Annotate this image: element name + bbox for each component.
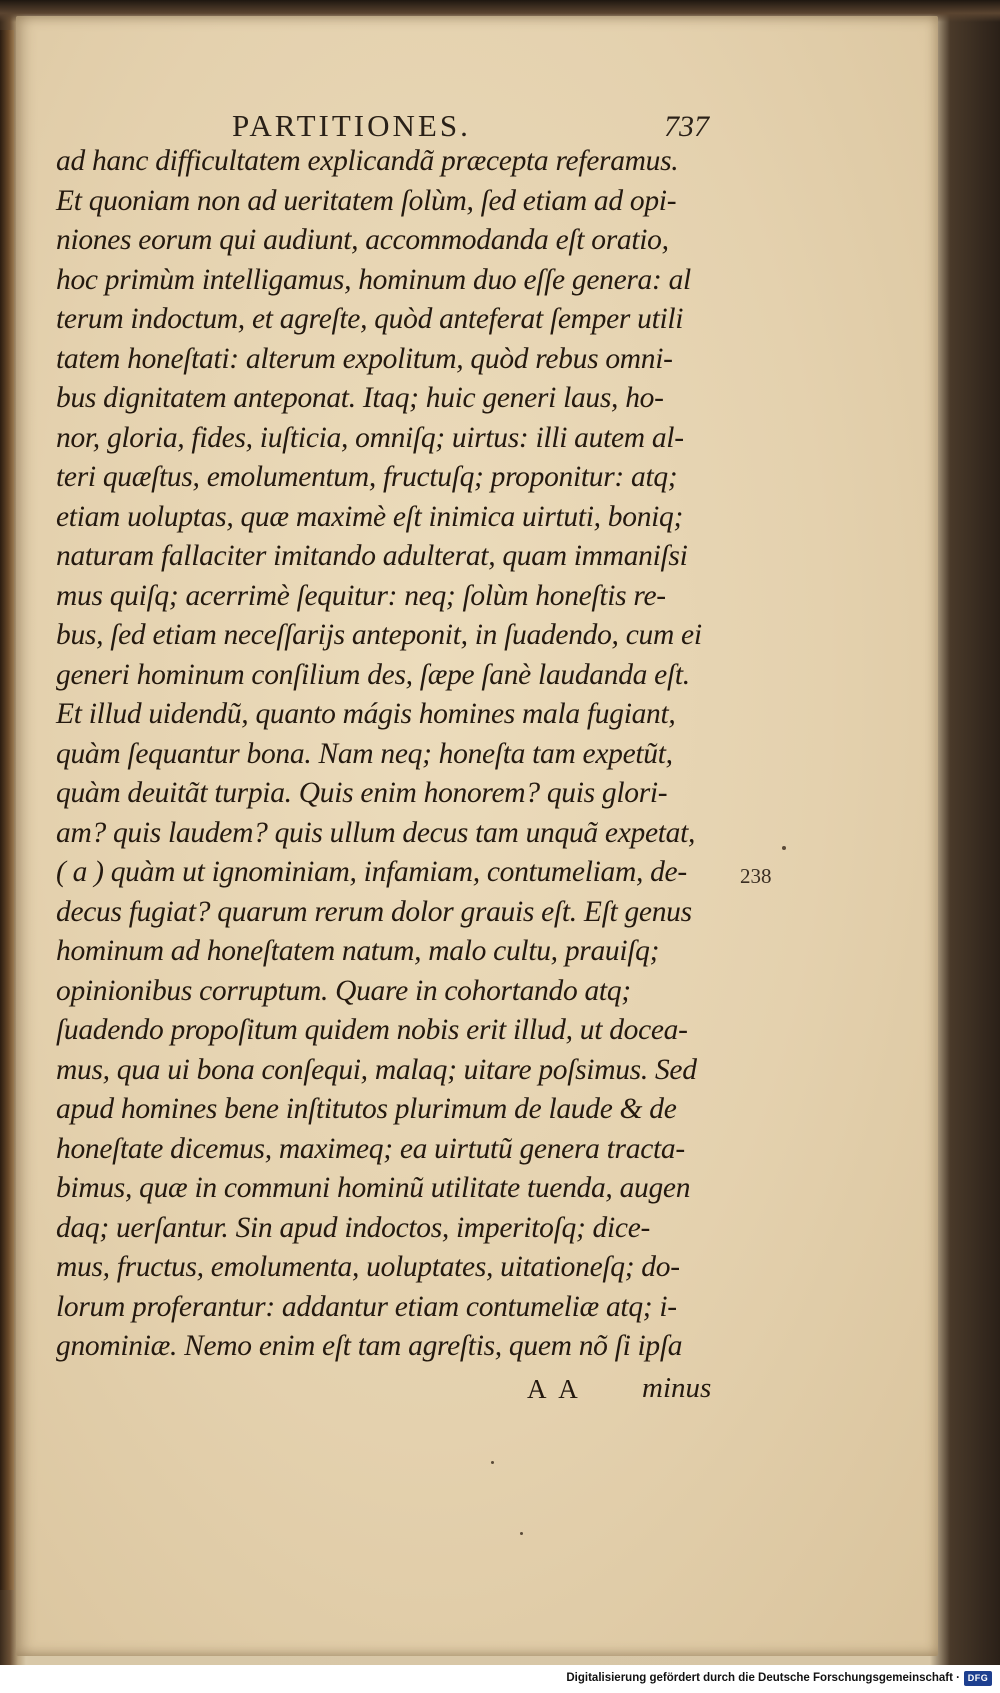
running-head: PARTITIONES.: [232, 108, 471, 143]
funding-credit: Digitalisierung gefördert durch die Deutsche Forschungsgemeinschaft ·: [566, 1672, 960, 1684]
catchword: minus: [642, 1372, 712, 1404]
text-line: teri quæſtus, emolumentum, fructuſq; proponitur: atq;: [56, 461, 678, 493]
text-line: generi hominum conſilium des, ſæpe ſanè laudanda eſt.: [56, 658, 690, 691]
text-line: Et quoniam non ad ueritatem ſolùm, ſed etiam ad opi-: [56, 184, 677, 217]
text-line: etiam uoluptas, quæ maximè eſt inimica uirtuti, boniq;: [56, 500, 684, 533]
dfg-logo-icon: DFG: [964, 1671, 992, 1686]
text-line: mus, qua ui bona conſequi, malaq; uitare poſsimus. Sed: [56, 1053, 697, 1086]
book-spine: [0, 30, 14, 1590]
text-line: tatem honeſtati: alterum expolitum, quòd rebus omni-: [56, 342, 673, 375]
text-line: quàm ſequantur bona. Nam neq; honeſta tam expetũt,: [56, 737, 673, 770]
text-line: ad hanc difficultatem explicandã præcepta referamus.: [56, 145, 679, 177]
text-line: naturam fallaciter imitando adulterat, quam immaniſsi: [56, 540, 688, 572]
body-text: [56, 142, 726, 1367]
text-line: lorum proferantur: addantur etiam contumeliæ atq; i-: [56, 1290, 677, 1323]
text-line: honeſtate dicemus, maximeq; ea uirtutũ genera tracta-: [56, 1132, 685, 1165]
text-line: apud homines bene inſtitutos plurimum de laude & de: [56, 1093, 677, 1125]
text-line: nor, gloria, fides, iuſticia, omniſq; uirtus: illi autem al-: [56, 421, 684, 454]
text-line: mus quiſq; acerrimè ſequitur: neq; ſolùm honeſtis re-: [56, 579, 666, 612]
text-line: bus dignitatem anteponat. Itaq; huic generi laus, ho-: [56, 382, 664, 414]
ink-speck: [782, 846, 786, 850]
text-line: hoc primùm intelligamus, hominum duo eſſe genera: al: [56, 263, 691, 296]
text-line: bimus, quæ in communi hominũ utilitate tuenda, augen: [56, 1172, 691, 1204]
margin-note: 238: [740, 864, 772, 888]
text-line: decus fugiat? quarum rerum dolor grauis eſt. Eſt genus: [56, 895, 692, 928]
text-line: opinionibus corruptum. Quare in cohortando atq;: [56, 974, 631, 1007]
text-line: am? quis laudem? quis ullum decus tam unquã expetat,: [56, 816, 696, 849]
ink-speck: [520, 1532, 523, 1535]
text-line: Et illud uidendũ, quanto mágis homines mala fugiant,: [56, 698, 676, 730]
page-number: 737: [664, 110, 709, 143]
text-line: ſuadendo propoſitum quidem nobis erit illud, ut docea-: [56, 1014, 688, 1046]
text-line: quàm deuitãt turpia. Quis enim honorem? quis glori-: [56, 777, 668, 809]
signature-mark: A A: [527, 1374, 582, 1404]
ink-speck: [491, 1461, 494, 1464]
text-line: mus, fructus, emolumenta, uoluptates, uitationeſq; do-: [56, 1251, 680, 1283]
text-line: hominum ad honeſtatem natum, malo cultu, prauiſq;: [56, 935, 660, 967]
text-line: ( a ) quàm ut ignominiam, infamiam, contumeliam, de-: [56, 856, 687, 888]
text-line: terum indoctum, et agreſte, quòd anteferat ſemper utili: [56, 303, 684, 335]
text-line: daq; uerſantur. Sin apud indoctos, imperitoſq; dice-: [56, 1211, 651, 1244]
text-line: gnominiæ. Nemo enim eſt tam agreſtis, quem nõ ſi ipſa: [56, 1330, 683, 1362]
text-line: niones eorum qui audiunt, accommodanda eſt oratio,: [56, 224, 669, 256]
text-line: bus, ſed etiam neceſſarijs anteponit, in ſuadendo, cum ei: [56, 619, 702, 651]
